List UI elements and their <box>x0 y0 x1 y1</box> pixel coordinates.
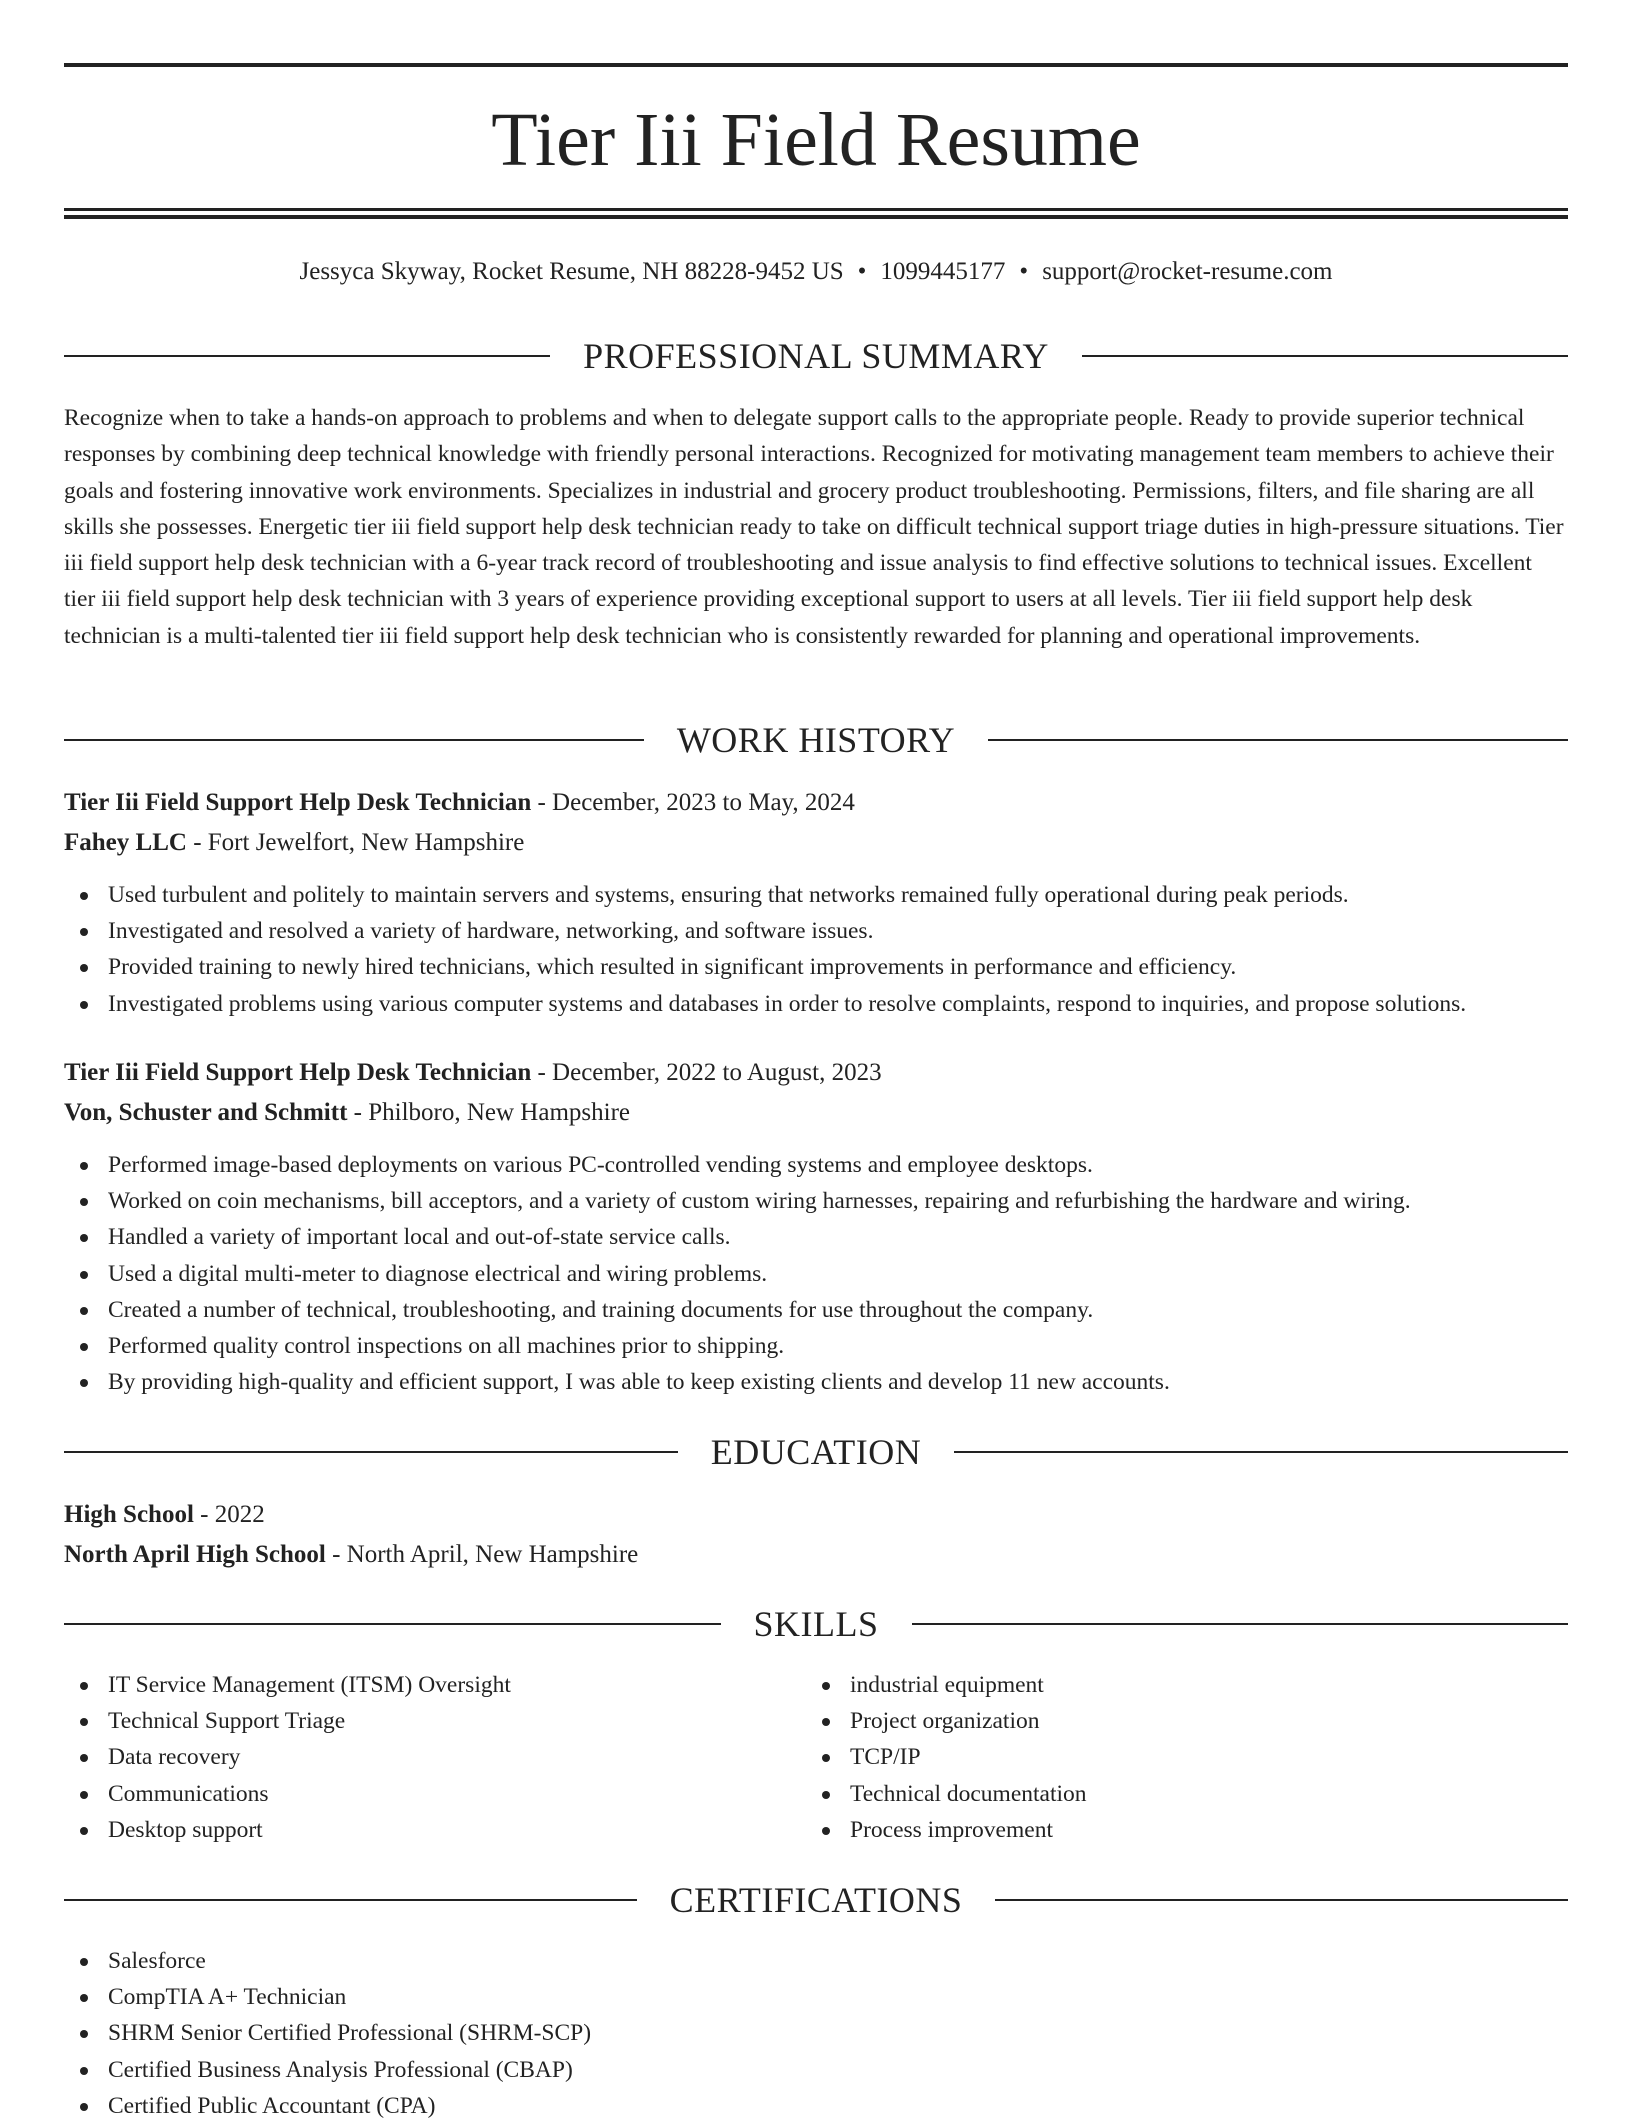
job-title-line <box>64 785 1568 821</box>
skills-list-right <box>806 1667 1566 1848</box>
section-title-certifications: CERTIFICATIONS <box>669 1880 963 1920</box>
section-title-education: EDUCATION <box>710 1432 922 1472</box>
job-title: Tier Iii Field Support Help Desk Technician <box>64 1059 532 1086</box>
section-header-skills <box>64 1600 1568 1648</box>
section-rule <box>995 1899 1568 1901</box>
list-item: industrial equipment <box>806 1667 1566 1703</box>
section-rule <box>64 1899 637 1901</box>
section-title-summary: PROFESSIONAL SUMMARY <box>583 336 1049 376</box>
contact-separator: • <box>1019 258 1029 285</box>
contact-phone: 1099445177 <box>880 258 1006 285</box>
job-bullets <box>64 1147 1568 1400</box>
job-title: Tier Iii Field Support Help Desk Technician <box>64 789 532 816</box>
education-degree-line <box>64 1497 1568 1533</box>
list-item: Process improvement <box>806 1812 1566 1848</box>
section-header-certifications <box>64 1876 1568 1924</box>
list-item: IT Service Management (ITSM) Oversight <box>64 1667 804 1703</box>
section-rule <box>1082 355 1568 357</box>
list-item: Created a number of technical, troubleshooting, and training documents for use throughout the company. <box>64 1292 1568 1328</box>
education-degree: High School <box>64 1501 194 1528</box>
job-bullets <box>64 877 1568 1022</box>
section-title-work: WORK HISTORY <box>676 720 956 760</box>
section-rule <box>988 739 1568 741</box>
list-item: TCP/IP <box>806 1739 1566 1775</box>
list-item: Used turbulent and politely to maintain servers and systems, ensuring that networks remained fully operational during peak periods. <box>64 877 1568 913</box>
section-rule <box>64 355 550 357</box>
section-rule <box>954 1451 1568 1453</box>
contact-line <box>64 254 1568 290</box>
job-title-line <box>64 1055 1568 1091</box>
job-location: - Philboro, New Hampshire <box>347 1099 630 1126</box>
list-item: Communications <box>64 1776 804 1812</box>
section-rule <box>912 1623 1569 1625</box>
resume-title: Tier Iii Field Resume <box>491 98 1141 182</box>
list-item: Certified Business Analysis Professional (CBAP) <box>64 2052 1568 2088</box>
job-location: - Fort Jewelfort, New Hampshire <box>186 829 525 856</box>
section-header-education <box>64 1428 1568 1476</box>
section-rule <box>64 1451 678 1453</box>
list-item: Project organization <box>806 1703 1566 1739</box>
list-item: Performed image-based deployments on various PC-controlled vending systems and employee desktops. <box>64 1147 1568 1183</box>
section-header-summary <box>64 332 1568 380</box>
contact-email[interactable]: support@rocket-resume.com <box>1042 258 1333 285</box>
skills-list-left <box>64 1667 804 1848</box>
job-company: Fahey LLC <box>64 829 187 856</box>
list-item: Investigated problems using various computer systems and databases in order to resolve complaints, respond to inquiries, and propose solutions. <box>64 986 1568 1022</box>
list-item: By providing high-quality and efficient support, I was able to keep existing clients and develop 11 new accounts. <box>64 1364 1568 1400</box>
list-item: Used a digital multi-meter to diagnose electrical and wiring problems. <box>64 1256 1568 1292</box>
list-item: Technical documentation <box>806 1776 1566 1812</box>
education-year: - 2022 <box>193 1501 265 1528</box>
title-rule-lower <box>64 215 1568 219</box>
job-dates: - December, 2023 to May, 2024 <box>531 789 855 816</box>
job-company-line <box>64 1095 1568 1131</box>
title-rule-upper <box>64 208 1568 211</box>
section-title-skills: SKILLS <box>753 1604 879 1644</box>
list-item: Certified Public Accountant (CPA) <box>64 2088 1568 2124</box>
education-school: North April High School <box>64 1541 326 1568</box>
job-company-line <box>64 825 1568 861</box>
list-item: CompTIA A+ Technician <box>64 1979 1568 2015</box>
list-item: Investigated and resolved a variety of hardware, networking, and software issues. <box>64 913 1568 949</box>
section-header-work <box>64 716 1568 764</box>
list-item: Performed quality control inspections on all machines prior to shipping. <box>64 1328 1568 1364</box>
list-item: Worked on coin mechanisms, bill acceptors, and a variety of custom wiring harnesses, repairing and refurbishing the hardware and wiring. <box>64 1183 1568 1219</box>
list-item: Handled a variety of important local and out-of-state service calls. <box>64 1219 1568 1255</box>
contact-separator: • <box>857 258 867 285</box>
list-item: Desktop support <box>64 1812 804 1848</box>
list-item: Data recovery <box>64 1739 804 1775</box>
education-location: - North April, New Hampshire <box>325 1541 639 1568</box>
section-rule <box>64 1623 721 1625</box>
summary-text: Recognize when to take a hands-on approach to problems and when to delegate support calls to the appropriate people. Ready to provide superior technical responses by combining deep technical knowledge with friendly personal interactions. Recognized for motivating management team members to achieve their goals and fostering innovative work environments. Specializes in industrial and grocery product troubleshooting. Permissions, filters, and file sharing are all skills she possesses. Energetic tier iii field support help desk technician ready to take on difficult technical support triage duties in high-pressure situations. Tier iii field support help desk technician with a 6-year track record of troubleshooting and issue analysis to find effective solutions to technical issues. Excellent tier iii field support help desk technician with 3 years of experience providing exceptional support to users at all levels. Tier iii field support help desk technician is a multi-talented tier iii field support help desk technician who is consistently rewarded for planning and operational improvements. <box>64 405 1564 649</box>
contact-address: Jessyca Skyway, Rocket Resume, NH 88228-9452 US <box>299 258 844 285</box>
list-item: SHRM Senior Certified Professional (SHRM-SCP) <box>64 2015 1568 2051</box>
job-dates: - December, 2022 to August, 2023 <box>531 1059 882 1086</box>
list-item: Salesforce <box>64 1943 1568 1979</box>
certifications-list <box>64 1943 1568 2124</box>
list-item: Technical Support Triage <box>64 1703 804 1739</box>
section-rule <box>64 739 644 741</box>
top-rule <box>64 63 1568 67</box>
list-item: Provided training to newly hired technicians, which resulted in significant improvements in performance and efficiency. <box>64 949 1568 985</box>
education-school-line <box>64 1537 1568 1573</box>
job-company: Von, Schuster and Schmitt <box>64 1099 348 1126</box>
